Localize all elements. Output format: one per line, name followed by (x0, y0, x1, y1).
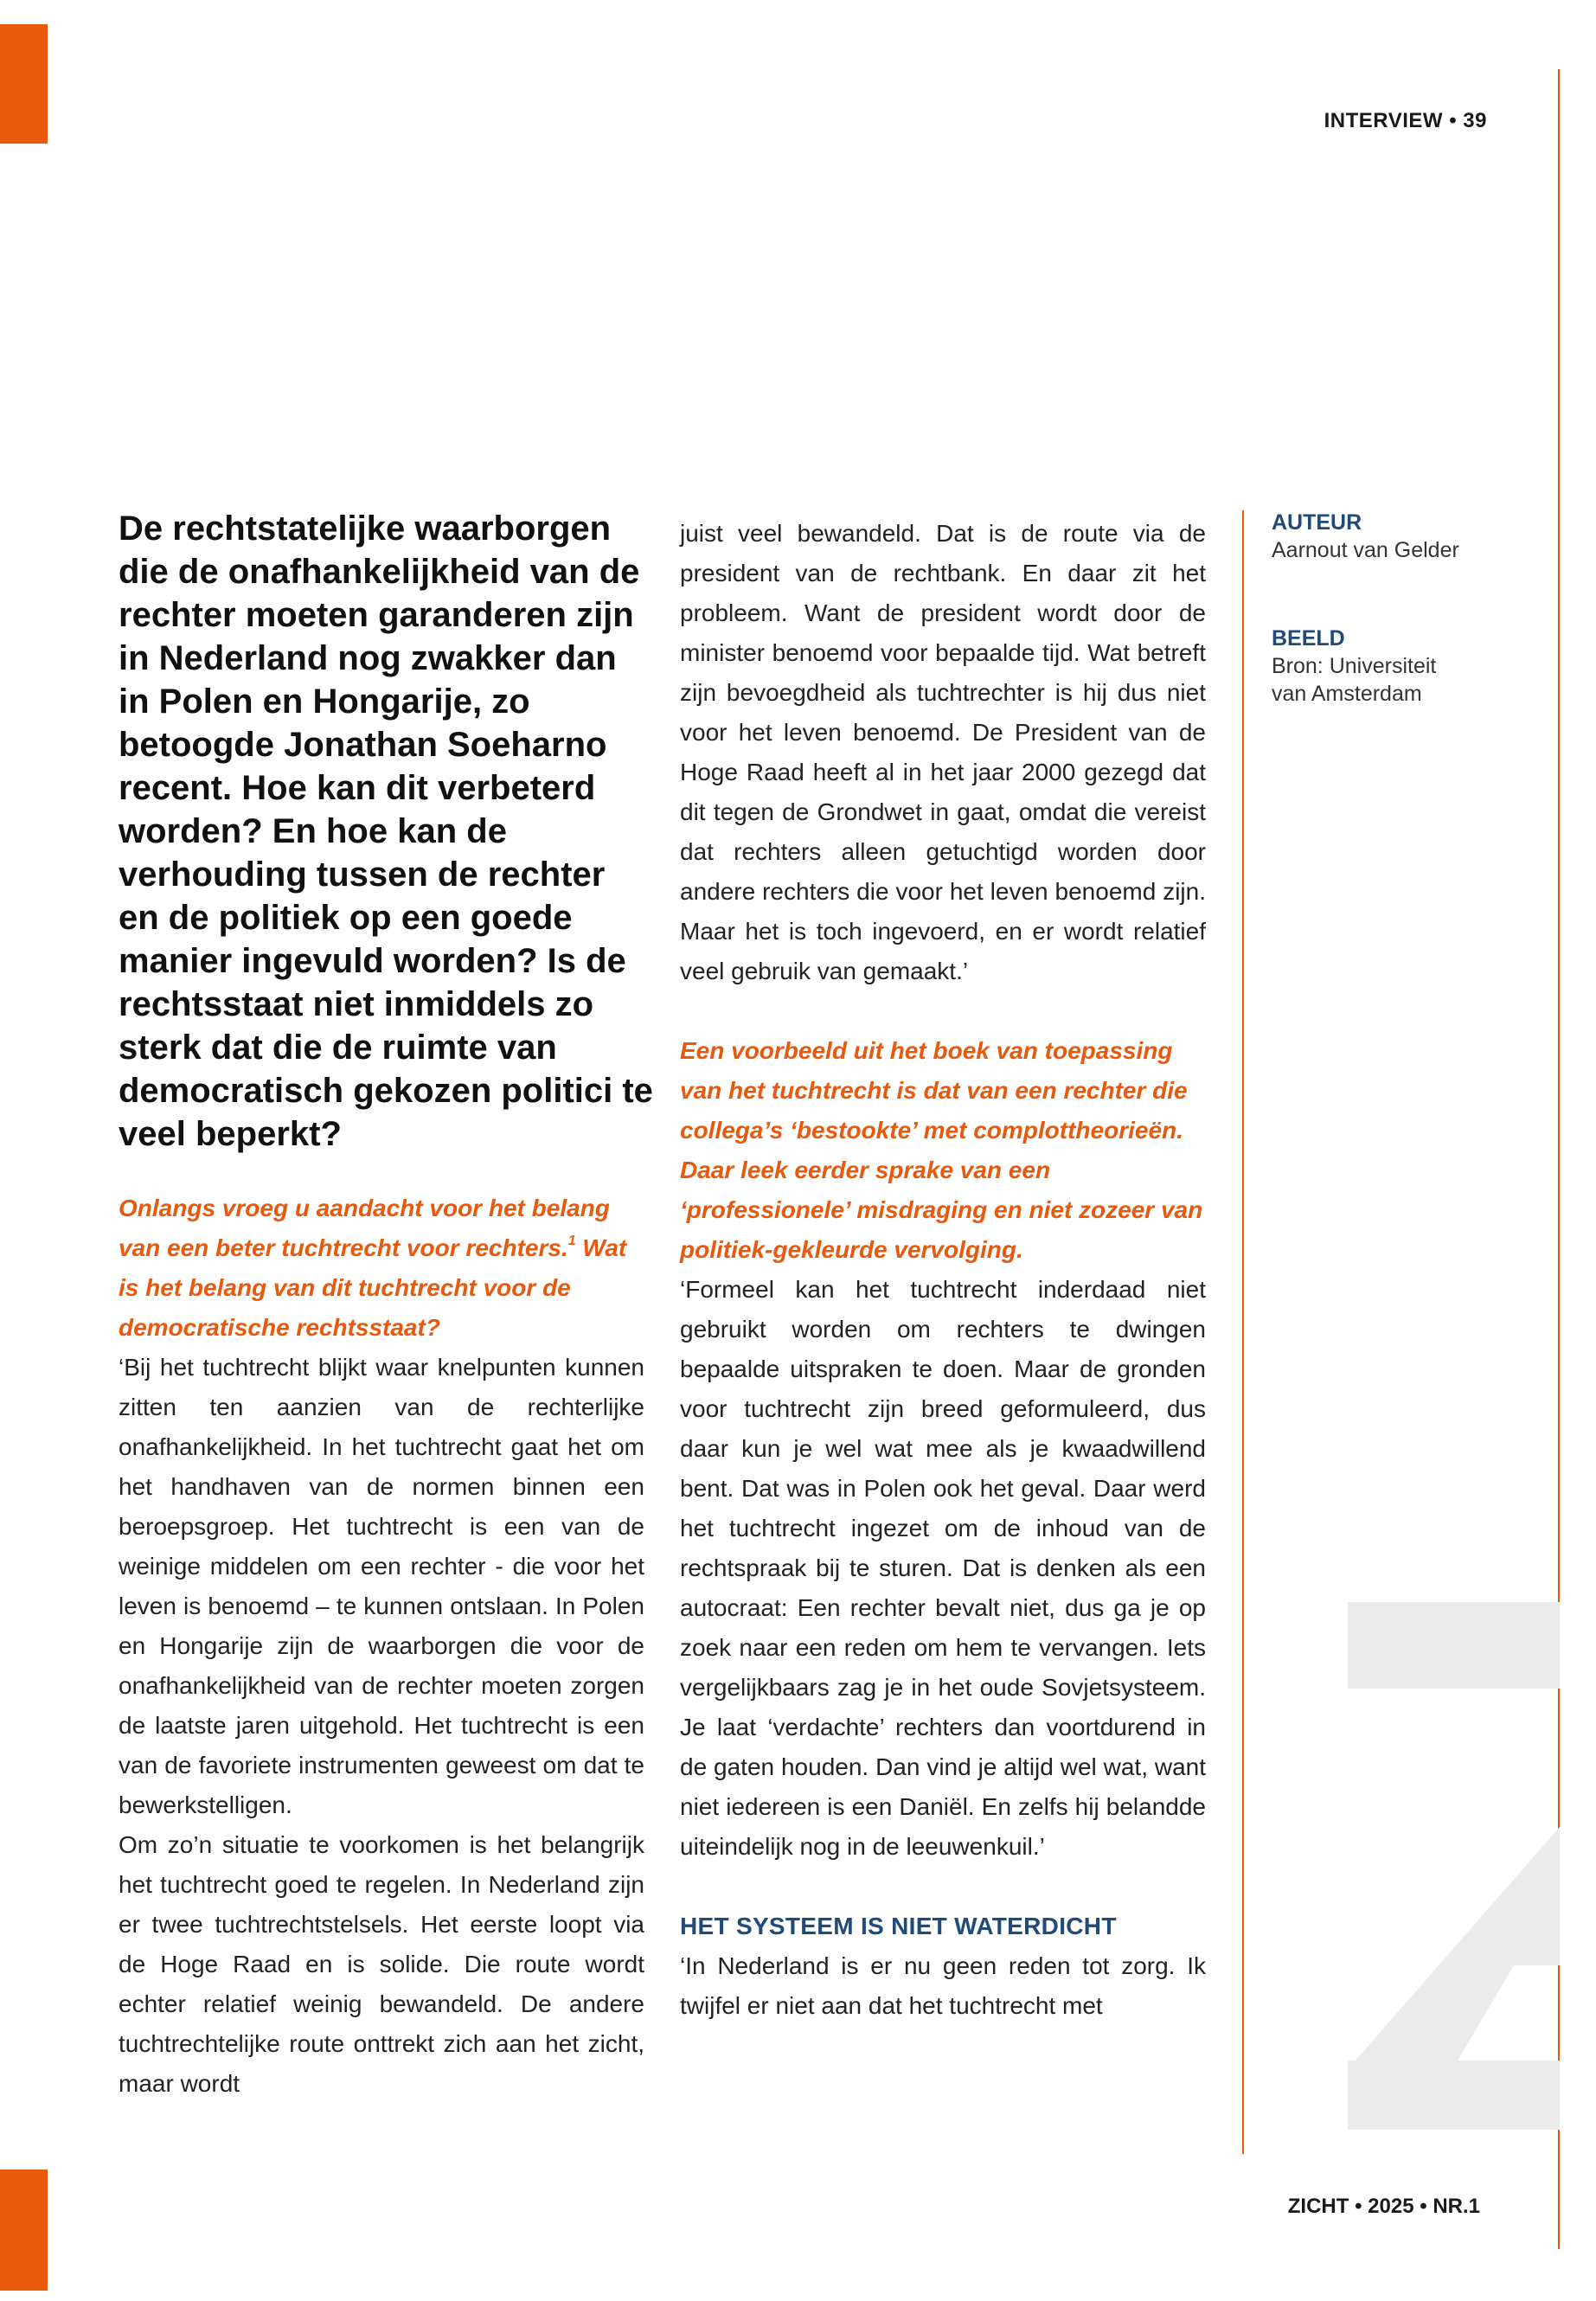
background-numeral-shape (1348, 1602, 1560, 2130)
issue-number: NR.1 (1433, 2195, 1480, 2218)
image-label: BEELD (1272, 626, 1345, 651)
question-1 (119, 1189, 644, 1348)
column-2 (680, 514, 1206, 2026)
issue-year: 2025 (1368, 2195, 1414, 2218)
question-2: Een voorbeeld uit het boek van toepassing van het tuchtrecht is dat van een rechter die collega’s ‘bestookte’ met complottheorieën. Daar leek eerder sprake van een ‘professionele’ misdraging en niet zozeer van politiek-gekleurde vervolging. (680, 1037, 1203, 1263)
sidebar-rule (1242, 510, 1244, 2154)
running-footer (1288, 2195, 1480, 2219)
accent-bar-top (0, 24, 48, 144)
page-number: 39 (1463, 109, 1487, 132)
magazine-name: ZICHT (1287, 2195, 1349, 2218)
author-label: AUTEUR (1272, 510, 1362, 535)
author-credit (1272, 509, 1531, 564)
answer-1-paragraph-2: Om zo’n situatie te voorkomen is het belangrijk het tuchtrecht goed te regelen. In Nederland zijn er twee tuchtrechtstelsels. Het eerste loopt via de Hoge Raad en is solide. Die route wordt echter relatief weinig bewandeld. De andere tuchtrechtelijke route onttrekt zich aan het zicht, maar wordt (119, 1831, 644, 2097)
footer-separator-1: • (1355, 2195, 1362, 2218)
section-label: INTERVIEW (1324, 109, 1444, 132)
image-credit-line-2: van Amsterdam (1272, 682, 1422, 706)
author-name: Aarnout van Gelder (1272, 538, 1459, 562)
running-header (1324, 109, 1487, 133)
answer-2: ‘Formeel kan het tuchtrecht inderdaad niet gebruikt worden om rechters te dwingen bepaalde uitspraken te doen. Maar de gronden voor tuchtrecht zijn breed geformuleerd, dus daar kun je wel wat mee als je kwaadwillend bent. Dat was in Polen ook het geval. Daar werd het tuchtrecht ingezet om de inhoud van de rechtspraak bij te sturen. Dat is denken als een autocraat: Een rechter bevalt niet, dus ga je op zoek naar een reden om hem te vervangen. Iets vergelijkbaars zag je in het oude Sovjetsysteem. Je laat ‘verdachte’ rechters dan voortdurend in de gaten houden. Dan vind je altijd wel wat, want niet iedereen is een Daniël. En zelfs hij belandde uiteindelijk nog in de leeuwenkuil.’ (680, 1276, 1206, 1860)
footer-separator-2: • (1420, 2195, 1427, 2218)
intro-lead: De rechtstatelijke waarborgen die de onafhankelijkheid van de rechter moeten garanderen zijn in Nederland nog zwakker dan in Polen en Hongarije, zo betoogde Jonathan Soeharno recent. Hoe kan dit verbeterd worden? En hoe kan de verhouding tussen de rechter en de politiek op een goede manier ingevuld worden? Is de rechtsstaat niet inmiddels zo sterk dat die de ruimte van democratisch gekozen politici te veel beperkt? (119, 510, 653, 1153)
image-credit-line-1: Bron: Universiteit (1272, 654, 1437, 678)
answer-1-continued: juist veel bewandeld. Dat is de route via de president van de rechtbank. En daar zit het probleem. Want de president wordt door de minister benoemd voor bepaalde tijd. Wat betreft zijn bevoegdheid als tuchtrechter is hij dus niet voor het leven benoemd. De President van de Hoge Raad heeft al in het jaar 2000 gezegd dat dit tegen de Grondwet in gaat, omdat die vereist dat rechters alleen getuchtigd worden door andere rechters die voor het leven benoemd zijn. Maar het is toch ingevoerd, en er wordt relatief veel gebruik van gemaakt.’ (680, 520, 1206, 984)
answer-3-start: ‘In Nederland is er nu geen reden tot zorg. Ik twijfel er niet aan dat het tuchtrecht met (680, 1952, 1206, 2019)
question-1-part-a: Onlangs vroeg u aandacht voor het belang van een beter tuchtrecht voor rechters. (119, 1195, 610, 1261)
footnote-ref: 1 (567, 1234, 576, 1248)
subheading: HET SYSTEEM IS NIET WATERDICHT (680, 1913, 1117, 1939)
accent-bar-bottom (0, 2170, 48, 2291)
header-separator: • (1449, 109, 1458, 132)
column-1 (119, 1189, 644, 2104)
answer-1-paragraph-1: ‘Bij het tuchtrecht blijkt waar knelpunten kunnen zitten ten aanzien van de rechterlijke onafhankelijkheid. In het tuchtrecht gaat het om het handhaven van de normen binnen een beroepsgroep. Het tuchtrecht is een van de weinige middelen om een rechter - die voor het leven is benoemd – te kunnen ontslaan. In Polen en Hongarije zijn de waarborgen die voor de onafhankelijkheid van de rechter moeten zorgen de laatste jaren uitgehold. Het tuchtrecht is een van de favoriete instrumenten geweest om dat te bewerkstelligen. (119, 1354, 644, 1818)
image-credit (1272, 625, 1531, 708)
question-1-part-b: Wat is het belang van dit tuchtrecht voor de democratische rechtsstaat? (119, 1234, 627, 1341)
background-numeral (1348, 1602, 1560, 2130)
